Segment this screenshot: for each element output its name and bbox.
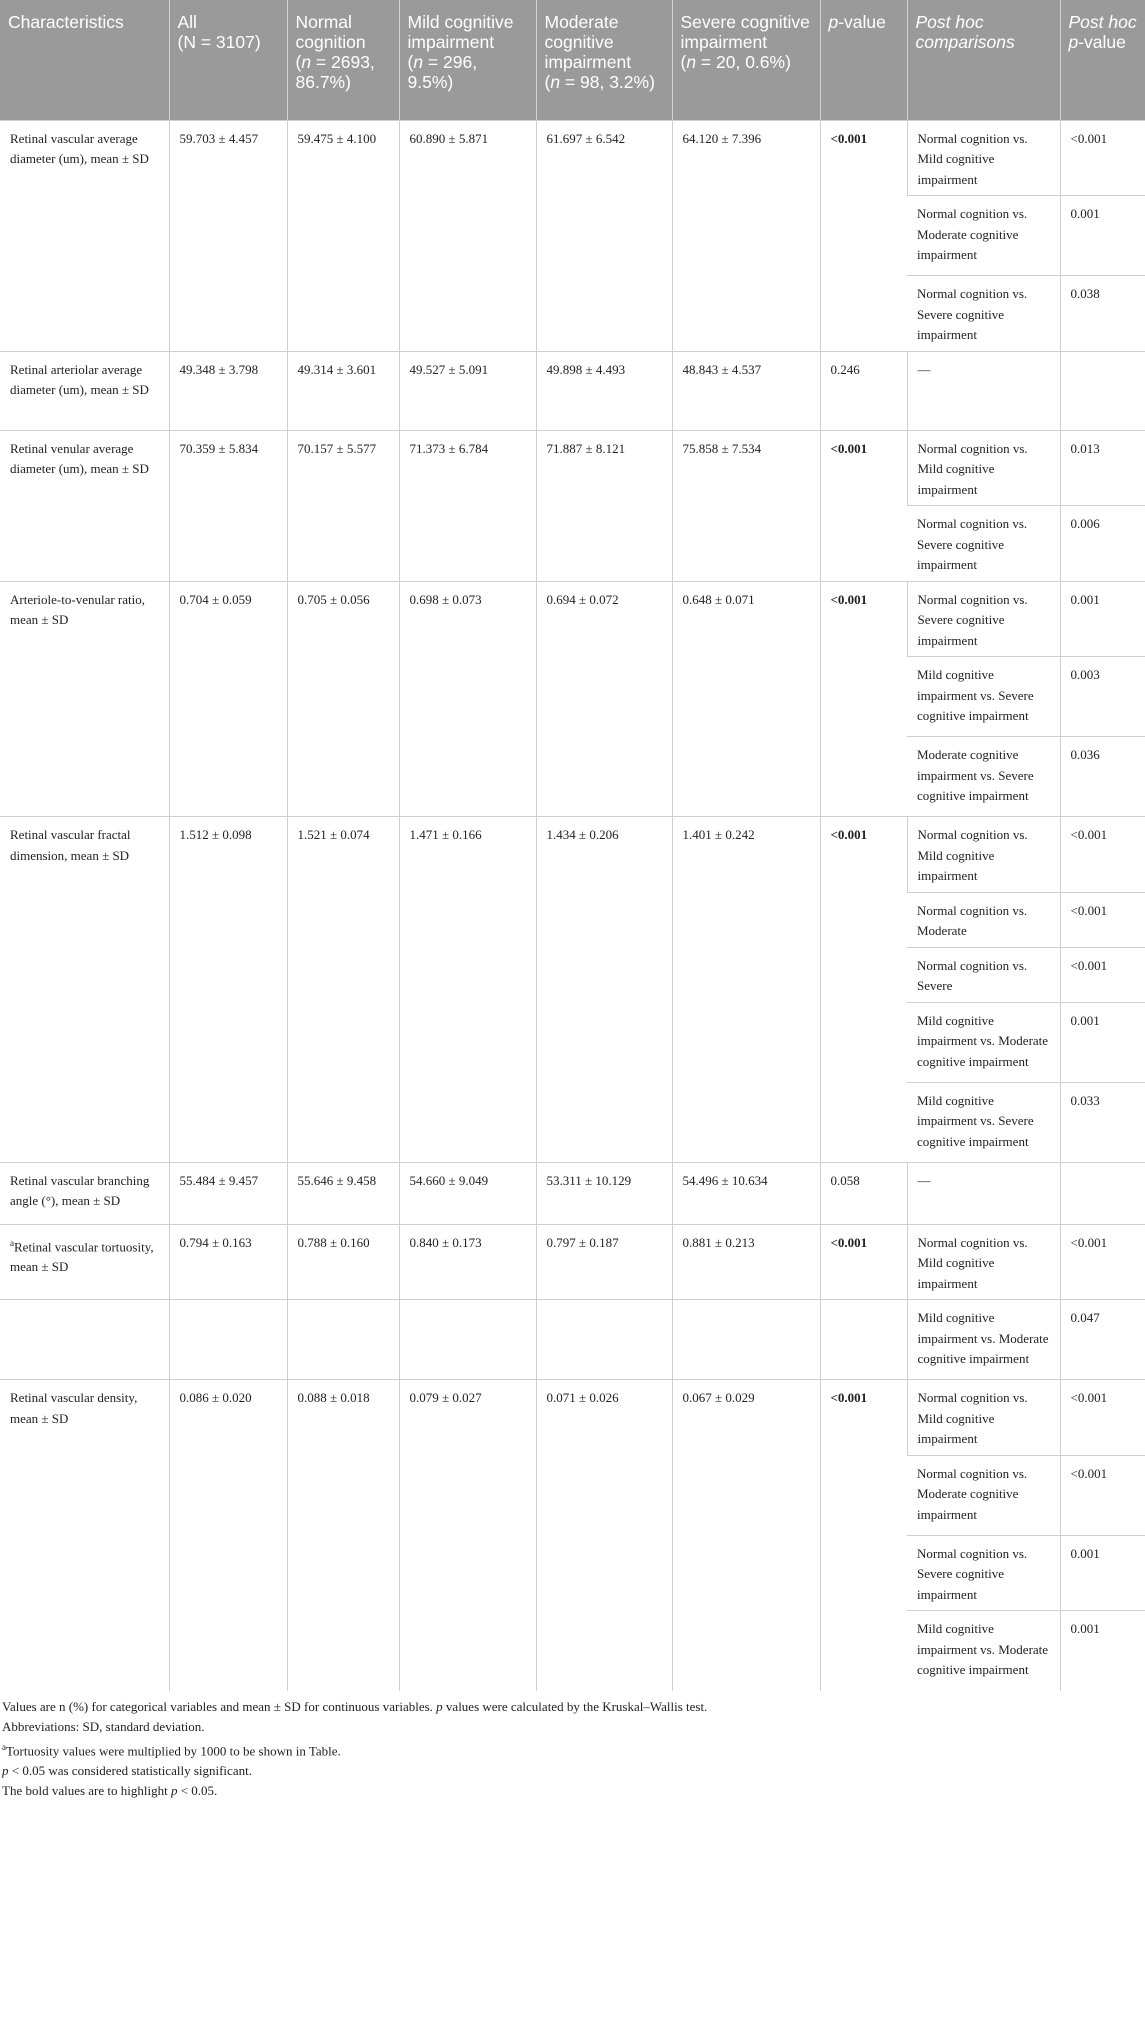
cell-post-hoc-p-value bbox=[1060, 1380, 1145, 1456]
table-footnotes bbox=[0, 1691, 1145, 1801]
cell-p-value-text: <0.001 bbox=[830, 130, 868, 146]
post-hoc-comparison-text: Normal cognition vs. Severe cognitive impairment bbox=[917, 516, 1028, 572]
cell-all bbox=[169, 1162, 287, 1224]
cell-all-text: 49.348 ± 3.798 bbox=[179, 361, 259, 377]
cell-all bbox=[169, 817, 287, 1163]
cell-moderate bbox=[536, 120, 672, 351]
cell-p-value bbox=[820, 1380, 907, 1691]
post-hoc-comparison-text: Normal cognition vs. Severe cognitive impairment bbox=[917, 591, 1028, 648]
cell-mild-text: 71.373 ± 6.784 bbox=[409, 440, 489, 456]
cell-normal-text: 1.521 ± 0.074 bbox=[297, 827, 370, 842]
cell-post-hoc-comparison bbox=[907, 1082, 1060, 1162]
row-label bbox=[0, 1224, 169, 1300]
cell-p-value bbox=[820, 581, 907, 817]
post-hoc-p-text: 0.047 bbox=[1070, 1310, 1100, 1325]
cell-mild bbox=[399, 1300, 536, 1380]
cell-p-value bbox=[820, 1224, 907, 1300]
cell-normal bbox=[287, 120, 399, 351]
cell-normal bbox=[287, 1380, 399, 1691]
cell-moderate bbox=[536, 1162, 672, 1224]
header-all: All (N = 3107) bbox=[169, 0, 287, 120]
post-hoc-p-text: 0.001 bbox=[1070, 591, 1100, 607]
cell-severe-text: 0.648 ± 0.071 bbox=[682, 591, 755, 607]
cell-severe-text: 75.858 ± 7.534 bbox=[682, 440, 762, 456]
cell-moderate-text: 1.434 ± 0.206 bbox=[546, 827, 619, 842]
cell-moderate bbox=[536, 1300, 672, 1380]
cell-severe bbox=[672, 581, 820, 817]
footnote-text: The bold values are to highlight bbox=[2, 1782, 171, 1798]
post-hoc-p-text: 0.038 bbox=[1070, 286, 1100, 301]
footnote-text: values were calculated by the Kruskal–Wallis test. bbox=[442, 1698, 708, 1714]
cell-post-hoc-p-value bbox=[1060, 1224, 1145, 1300]
cell-post-hoc-p-value bbox=[1060, 1535, 1145, 1611]
cell-p-value bbox=[820, 120, 907, 351]
cell-mild-text: 0.698 ± 0.073 bbox=[409, 591, 482, 607]
cell-normal bbox=[287, 817, 399, 1163]
post-hoc-comparison-text: — bbox=[917, 1172, 931, 1188]
post-hoc-p-text: <0.001 bbox=[1070, 957, 1108, 973]
post-hoc-comparison-text: Mild cognitive impairment vs. Moderate cognitive impairment bbox=[917, 1012, 1049, 1069]
post-hoc-p-text: 0.001 bbox=[1070, 1012, 1100, 1028]
post-hoc-p-text: 0.033 bbox=[1070, 1092, 1100, 1108]
table-row bbox=[0, 1300, 1145, 1380]
cell-mild-text: 0.840 ± 0.173 bbox=[409, 1234, 482, 1250]
cell-post-hoc-p-value bbox=[1060, 1611, 1145, 1691]
cell-severe bbox=[672, 1224, 820, 1300]
footnote-text: < 0.05. bbox=[177, 1782, 218, 1798]
cell-p-value-text: <0.001 bbox=[830, 827, 868, 842]
row-label-text: Retinal vascular density, mean ± SD bbox=[10, 1390, 138, 1426]
cell-post-hoc-comparison bbox=[907, 947, 1060, 1002]
cell-post-hoc-p-value bbox=[1060, 1082, 1145, 1162]
cell-post-hoc-p-value bbox=[1060, 1455, 1145, 1535]
cell-normal-text: 59.475 ± 4.100 bbox=[297, 130, 377, 146]
cell-severe bbox=[672, 817, 820, 1163]
header-severe: Severe cognitive impairment (n = 20, 0.6%) bbox=[672, 0, 820, 120]
table-row bbox=[0, 351, 1145, 430]
footnote-line bbox=[2, 1737, 1145, 1761]
cell-post-hoc-p-value bbox=[1060, 1002, 1145, 1082]
cell-moderate-text: 49.898 ± 4.493 bbox=[546, 361, 626, 377]
cell-p-value-text: 0.246 bbox=[830, 361, 860, 377]
post-hoc-comparison-text: Mild cognitive impairment vs. Moderate cognitive impairment bbox=[917, 1621, 1049, 1677]
footnote-text: Values are n (%) for categorical variables and mean ± SD for continuous variables. bbox=[2, 1698, 437, 1714]
cell-post-hoc-comparison bbox=[907, 1002, 1060, 1082]
cell-all-text: 1.512 ± 0.098 bbox=[179, 827, 252, 842]
post-hoc-comparison-text: Mild cognitive impairment vs. Moderate cognitive impairment bbox=[917, 1310, 1049, 1366]
post-hoc-p-text: <0.001 bbox=[1070, 130, 1108, 146]
table-row bbox=[0, 1380, 1145, 1456]
cell-post-hoc-comparison bbox=[907, 276, 1060, 352]
row-label-text: Retinal arteriolar average diameter (um), mean ± SD bbox=[10, 361, 149, 397]
table-body bbox=[0, 120, 1145, 1691]
row-label-text: Retinal vascular fractal dimension, mean ± SD bbox=[10, 827, 131, 863]
cell-post-hoc-p-value bbox=[1060, 1300, 1145, 1380]
table-row bbox=[0, 817, 1145, 893]
cell-moderate-text: 0.071 ± 0.026 bbox=[546, 1390, 619, 1405]
cell-post-hoc-comparison bbox=[907, 1455, 1060, 1535]
cell-post-hoc-comparison bbox=[907, 817, 1060, 893]
cell-severe-text: 0.881 ± 0.213 bbox=[682, 1234, 755, 1250]
cell-mild bbox=[399, 581, 536, 817]
header-p-value: p-value bbox=[820, 0, 907, 120]
row-label-text: Retinal venular average diameter (um), mean ± SD bbox=[10, 440, 149, 476]
row-label bbox=[0, 581, 169, 817]
cell-p-value bbox=[820, 1162, 907, 1224]
cell-all bbox=[169, 1224, 287, 1300]
footnote-line bbox=[2, 1781, 1145, 1801]
cell-p-value bbox=[820, 430, 907, 581]
footnote-line bbox=[2, 1697, 1145, 1717]
cell-post-hoc-comparison bbox=[907, 581, 1060, 657]
row-label-text: Arteriole-to-venular ratio, mean ± SD bbox=[10, 591, 145, 627]
cell-mild bbox=[399, 1224, 536, 1300]
cell-normal-text: 0.088 ± 0.018 bbox=[297, 1390, 370, 1405]
cell-moderate-text: 0.694 ± 0.072 bbox=[546, 591, 619, 607]
row-label-text: Retinal vascular tortuosity, mean ± SD bbox=[10, 1238, 154, 1275]
cell-normal bbox=[287, 351, 399, 430]
cell-post-hoc-comparison bbox=[907, 1611, 1060, 1691]
post-hoc-p-text: <0.001 bbox=[1070, 827, 1108, 842]
cell-all bbox=[169, 351, 287, 430]
cell-moderate-text: 61.697 ± 6.542 bbox=[546, 130, 626, 146]
post-hoc-comparison-text: Normal cognition vs. Mild cognitive impairment bbox=[917, 1390, 1028, 1446]
cell-moderate-text: 0.797 ± 0.187 bbox=[546, 1234, 619, 1250]
cell-p-value-text: <0.001 bbox=[830, 1234, 868, 1250]
post-hoc-comparison-text: Moderate cognitive impairment vs. Severe cognitive impairment bbox=[917, 747, 1034, 803]
footnote-line bbox=[2, 1761, 1145, 1781]
post-hoc-comparison-text: Normal cognition vs. Severe bbox=[917, 957, 1028, 993]
cell-all bbox=[169, 1380, 287, 1691]
post-hoc-comparison-text: Mild cognitive impairment vs. Severe cognitive impairment bbox=[917, 1092, 1034, 1149]
cell-mild-text: 0.079 ± 0.027 bbox=[409, 1390, 482, 1405]
cell-normal-text: 49.314 ± 3.601 bbox=[297, 361, 377, 377]
cell-post-hoc-p-value bbox=[1060, 196, 1145, 276]
cell-mild-text: 54.660 ± 9.049 bbox=[409, 1172, 489, 1188]
cell-p-value-text: 0.058 bbox=[830, 1172, 860, 1188]
footnote-marker: a bbox=[10, 1237, 14, 1248]
cell-mild bbox=[399, 120, 536, 351]
row-label bbox=[0, 1300, 169, 1380]
post-hoc-comparison-text: — bbox=[917, 361, 931, 377]
cell-mild-text: 49.527 ± 5.091 bbox=[409, 361, 489, 377]
table-row bbox=[0, 430, 1145, 506]
post-hoc-comparison-text: Normal cognition vs. Severe cognitive impairment bbox=[917, 286, 1028, 342]
cell-p-value-text: <0.001 bbox=[830, 440, 868, 456]
post-hoc-comparison-text: Normal cognition vs. Moderate cognitive impairment bbox=[917, 1465, 1028, 1522]
row-label bbox=[0, 430, 169, 581]
cell-normal bbox=[287, 430, 399, 581]
cell-severe bbox=[672, 430, 820, 581]
cell-moderate bbox=[536, 1224, 672, 1300]
post-hoc-p-text: 0.001 bbox=[1070, 1621, 1100, 1636]
header-moderate: Moderate cognitive impairment (n = 98, 3.2%) bbox=[536, 0, 672, 120]
post-hoc-comparison-text: Normal cognition vs. Mild cognitive impairment bbox=[917, 1234, 1028, 1291]
post-hoc-p-text: <0.001 bbox=[1070, 1234, 1108, 1250]
cell-severe-text: 0.067 ± 0.029 bbox=[682, 1390, 755, 1405]
row-label-text: Retinal vascular branching angle (°), mean ± SD bbox=[10, 1172, 150, 1208]
cell-mild-text: 1.471 ± 0.166 bbox=[409, 827, 482, 842]
header-post-hoc-p: Post hoc p-value bbox=[1060, 0, 1145, 120]
cell-normal bbox=[287, 1162, 399, 1224]
footnote-italic-p: p bbox=[170, 1782, 178, 1798]
post-hoc-p-text: <0.001 bbox=[1070, 902, 1108, 918]
cell-p-value bbox=[820, 1300, 907, 1380]
cell-severe bbox=[672, 120, 820, 351]
cell-all-text: 70.359 ± 5.834 bbox=[179, 440, 259, 456]
table-row bbox=[0, 120, 1145, 196]
post-hoc-p-text: 0.006 bbox=[1070, 516, 1100, 531]
row-label-text: Retinal vascular average diameter (um), mean ± SD bbox=[10, 130, 149, 166]
cell-post-hoc-comparison bbox=[907, 196, 1060, 276]
footnote-marker: a bbox=[2, 1741, 6, 1752]
cell-post-hoc-p-value bbox=[1060, 892, 1145, 947]
header-normal: Normal cognition (n = 2693, 86.7%) bbox=[287, 0, 399, 120]
cell-post-hoc-comparison bbox=[907, 506, 1060, 582]
header-mild: Mild cognitive impairment (n = 296, 9.5%) bbox=[399, 0, 536, 120]
cell-severe-text: 54.496 ± 10.634 bbox=[682, 1172, 768, 1188]
cell-severe bbox=[672, 351, 820, 430]
cell-moderate-text: 53.311 ± 10.129 bbox=[546, 1172, 632, 1188]
footnote-text: Abbreviations: SD, standard deviation. bbox=[2, 1718, 205, 1734]
cell-p-value-text: <0.001 bbox=[830, 1390, 868, 1405]
post-hoc-p-text: <0.001 bbox=[1070, 1465, 1108, 1481]
cell-post-hoc-p-value bbox=[1060, 657, 1145, 737]
row-label bbox=[0, 817, 169, 1163]
cell-p-value-text: <0.001 bbox=[830, 591, 868, 607]
footnote-italic-p: p bbox=[2, 1762, 9, 1778]
cell-all bbox=[169, 430, 287, 581]
cell-severe-text: 64.120 ± 7.396 bbox=[682, 130, 762, 146]
footnote-italic-p: p bbox=[436, 1698, 443, 1714]
cell-all-text: 0.086 ± 0.020 bbox=[179, 1390, 252, 1405]
post-hoc-p-text: 0.001 bbox=[1070, 206, 1100, 221]
cell-post-hoc-comparison bbox=[907, 1300, 1060, 1380]
cell-severe-text: 48.843 ± 4.537 bbox=[682, 361, 762, 377]
cell-p-value bbox=[820, 351, 907, 430]
row-label bbox=[0, 120, 169, 351]
post-hoc-p-text: 0.036 bbox=[1070, 747, 1100, 762]
cell-post-hoc-comparison bbox=[907, 1535, 1060, 1611]
cell-p-value bbox=[820, 817, 907, 1163]
row-label bbox=[0, 1380, 169, 1691]
cell-post-hoc-comparison bbox=[907, 1224, 1060, 1300]
header-characteristics: Characteristics bbox=[0, 0, 169, 120]
cell-normal-text: 0.788 ± 0.160 bbox=[297, 1234, 370, 1250]
cell-all-text: 0.704 ± 0.059 bbox=[179, 591, 252, 607]
footnote-text: < 0.05 was considered statistically significant. bbox=[8, 1762, 252, 1778]
cell-mild bbox=[399, 1162, 536, 1224]
cell-post-hoc-p-value bbox=[1060, 581, 1145, 657]
cell-moderate bbox=[536, 1380, 672, 1691]
cell-normal-text: 70.157 ± 5.577 bbox=[297, 440, 377, 456]
cell-moderate bbox=[536, 351, 672, 430]
row-label bbox=[0, 351, 169, 430]
cell-post-hoc-p-value bbox=[1060, 737, 1145, 817]
post-hoc-p-text: <0.001 bbox=[1070, 1390, 1108, 1405]
cell-mild bbox=[399, 817, 536, 1163]
post-hoc-comparison-text: Normal cognition vs. Moderate bbox=[917, 902, 1028, 938]
cell-all-text: 59.703 ± 4.457 bbox=[179, 130, 259, 146]
cell-normal-text: 55.646 ± 9.458 bbox=[297, 1172, 377, 1188]
cell-severe bbox=[672, 1380, 820, 1691]
cell-all-text: 0.794 ± 0.163 bbox=[179, 1234, 252, 1250]
cell-mild bbox=[399, 1380, 536, 1691]
cell-mild bbox=[399, 430, 536, 581]
cell-moderate-text: 71.887 ± 8.121 bbox=[546, 440, 626, 456]
cell-all bbox=[169, 120, 287, 351]
header-post-hoc: Post hoc comparisons bbox=[907, 0, 1060, 120]
cell-post-hoc-comparison bbox=[907, 351, 1060, 430]
post-hoc-comparison-text: Normal cognition vs. Mild cognitive impairment bbox=[917, 130, 1028, 187]
post-hoc-comparison-text: Mild cognitive impairment vs. Severe cognitive impairment bbox=[917, 667, 1034, 723]
cell-post-hoc-p-value bbox=[1060, 1162, 1145, 1224]
cell-post-hoc-comparison bbox=[907, 737, 1060, 817]
cell-severe bbox=[672, 1300, 820, 1380]
row-label bbox=[0, 1162, 169, 1224]
cell-post-hoc-comparison bbox=[907, 657, 1060, 737]
post-hoc-p-text: 0.003 bbox=[1070, 667, 1100, 682]
cell-moderate bbox=[536, 430, 672, 581]
cell-post-hoc-comparison bbox=[907, 430, 1060, 506]
footnote-text: Tortuosity values were multiplied by 1000 to be shown in Table. bbox=[6, 1742, 341, 1758]
cell-post-hoc-p-value bbox=[1060, 817, 1145, 893]
cell-normal bbox=[287, 1300, 399, 1380]
cell-normal-text: 0.705 ± 0.056 bbox=[297, 591, 370, 607]
cell-post-hoc-p-value bbox=[1060, 351, 1145, 430]
table-row bbox=[0, 1224, 1145, 1300]
cell-post-hoc-comparison bbox=[907, 1380, 1060, 1456]
cell-post-hoc-comparison bbox=[907, 120, 1060, 196]
post-hoc-comparison-text: Normal cognition vs. Severe cognitive impairment bbox=[917, 1545, 1028, 1602]
cell-normal bbox=[287, 1224, 399, 1300]
cell-severe-text: 1.401 ± 0.242 bbox=[682, 827, 755, 842]
post-hoc-p-text: 0.013 bbox=[1070, 440, 1100, 456]
cell-post-hoc-p-value bbox=[1060, 276, 1145, 352]
cell-post-hoc-comparison bbox=[907, 892, 1060, 947]
cell-post-hoc-p-value bbox=[1060, 120, 1145, 196]
table-row bbox=[0, 581, 1145, 657]
post-hoc-p-text: 0.001 bbox=[1070, 1545, 1100, 1561]
cell-all bbox=[169, 1300, 287, 1380]
cell-all bbox=[169, 581, 287, 817]
footnote-line bbox=[2, 1717, 1145, 1737]
post-hoc-comparison-text: Normal cognition vs. Mild cognitive impairment bbox=[917, 827, 1028, 883]
cell-all-text: 55.484 ± 9.457 bbox=[179, 1172, 259, 1188]
post-hoc-comparison-text: Normal cognition vs. Mild cognitive impairment bbox=[917, 440, 1028, 497]
cell-mild-text: 60.890 ± 5.871 bbox=[409, 130, 489, 146]
cell-normal bbox=[287, 581, 399, 817]
cell-moderate bbox=[536, 817, 672, 1163]
cell-post-hoc-p-value bbox=[1060, 947, 1145, 1002]
cell-post-hoc-comparison bbox=[907, 1162, 1060, 1224]
post-hoc-comparison-text: Normal cognition vs. Moderate cognitive impairment bbox=[917, 206, 1028, 262]
cell-mild bbox=[399, 351, 536, 430]
table-row bbox=[0, 1162, 1145, 1224]
cell-severe bbox=[672, 1162, 820, 1224]
cell-post-hoc-p-value bbox=[1060, 506, 1145, 582]
cell-post-hoc-p-value bbox=[1060, 430, 1145, 506]
cell-moderate bbox=[536, 581, 672, 817]
header-row bbox=[0, 0, 1145, 120]
